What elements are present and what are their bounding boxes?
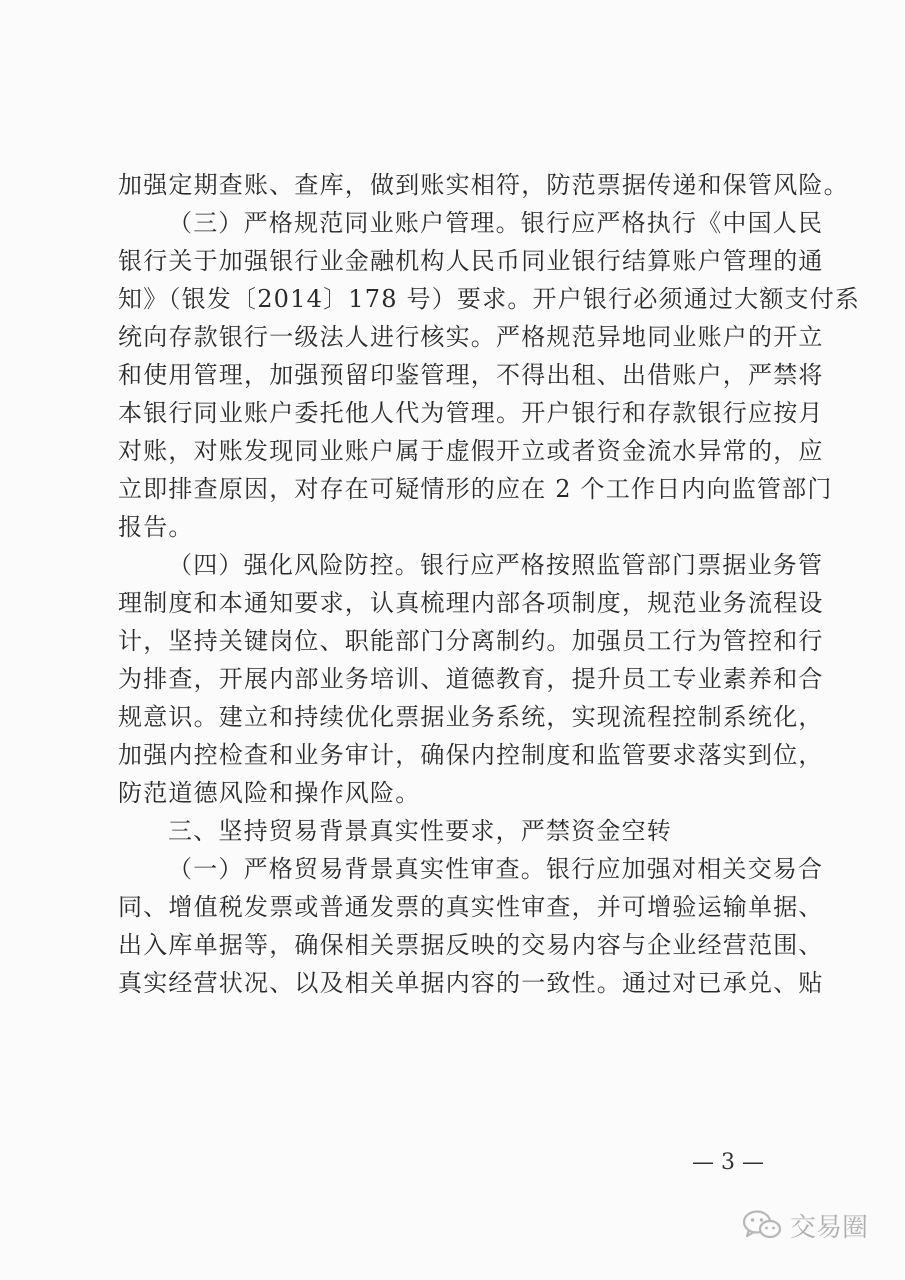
text-line: 防范道德风险和操作风险。 (118, 779, 421, 807)
document-body (118, 166, 861, 1002)
watermark (742, 1208, 868, 1242)
text-line: 知》（银发〔2014〕178 号）要求。开户银行必须通过大额支付系 (118, 285, 861, 313)
watermark-text: 交易圈 (790, 1212, 869, 1243)
text-line: 对账，对账发现同业账户属于虚假开立或者资金流水异常的，应 (118, 437, 824, 465)
text-line: （三）严格规范同业账户管理。银行应严格执行《中国人民 (168, 209, 824, 237)
text-line: 报告。 (118, 513, 194, 541)
text-line: 统向存款银行一级法人进行核实。严格规范异地同业账户的开立 (118, 323, 824, 351)
text-line: （一）严格贸易背景真实性审查。银行应加强对相关交易合 (168, 855, 824, 883)
text-line: 真实经营状况、以及相关单据内容的一致性。通过对已承兑、贴 (118, 969, 824, 997)
page-number: — 3 — (692, 1150, 764, 1175)
text-line: 出入库单据等，确保相关票据反映的交易内容与企业经营范围、 (118, 931, 824, 959)
text-line: 规意识。建立和持续优化票据业务系统，实现流程控制系统化， (118, 703, 824, 731)
text-line: 加强定期查账、查库，做到账实相符，防范票据传递和保管风险。 (118, 171, 849, 199)
wechat-icon (742, 1209, 782, 1241)
section-heading: 三、坚持贸易背景真实性要求，严禁资金空转 (168, 817, 672, 845)
text-line: 为排查，开展内部业务培训、道德教育，提升员工专业素养和合 (118, 665, 824, 693)
text-line: 本银行同业账户委托他人代为管理。开户银行和存款银行应按月 (118, 399, 824, 427)
text-line: 立即排查原因，对存在可疑情形的应在 2 个工作日内向监管部门 (118, 475, 833, 503)
text-line: 银行关于加强银行业金融机构人民币同业银行结算账户管理的通 (118, 247, 824, 275)
text-line: 计，坚持关键岗位、职能部门分离制约。加强员工行为管控和行 (118, 627, 824, 655)
text-line: 加强内控检查和业务审计，确保内控制度和监管要求落实到位， (118, 741, 824, 769)
text-line: 理制度和本通知要求，认真梳理内部各项制度，规范业务流程设 (118, 589, 824, 617)
text-line: 同、增值税发票或普通发票的真实性审查，并可增验运输单据、 (118, 893, 824, 921)
text-line: （四）强化风险防控。银行应严格按照监管部门票据业务管 (168, 551, 824, 579)
text-line: 和使用管理，加强预留印鉴管理，不得出租、出借账户，严禁将 (118, 361, 824, 389)
